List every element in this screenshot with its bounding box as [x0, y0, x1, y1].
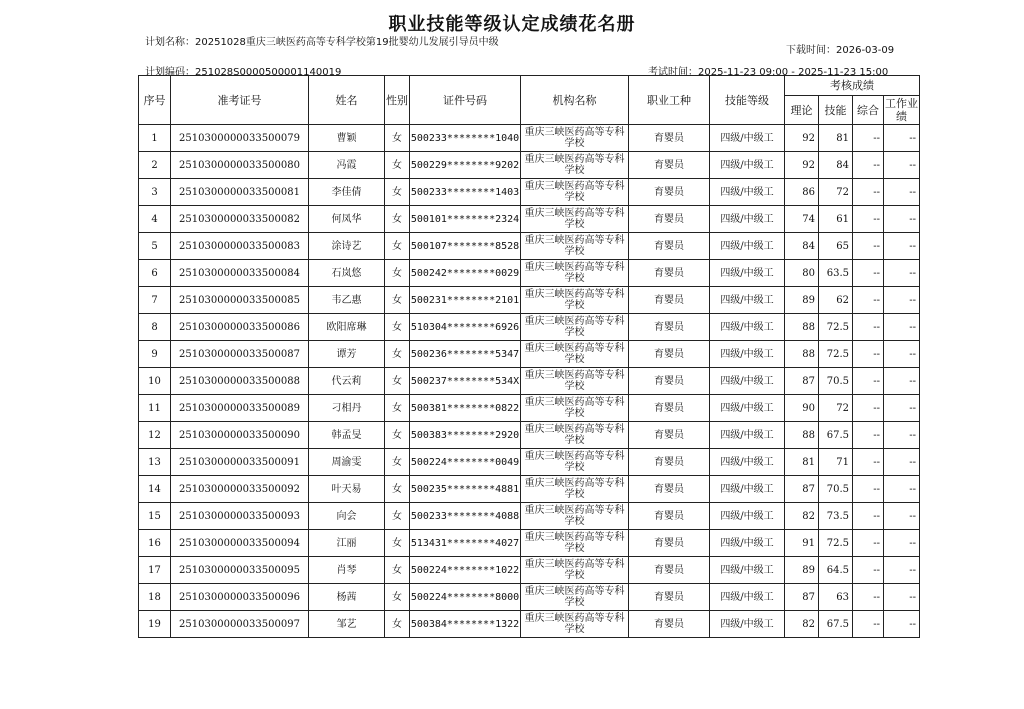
- cell-seq: 18: [139, 584, 171, 611]
- cell-skill: 72.5: [819, 314, 853, 341]
- cell-level: 四级/中级工: [710, 368, 785, 395]
- cell-comprehensive: --: [853, 584, 884, 611]
- plan-name: 计划名称：20251028重庆三峡医药高等专科学校第19批婴幼儿发展引导员中级: [145, 37, 499, 48]
- cell-occupation: 育婴员: [629, 179, 710, 206]
- cell-seq: 4: [139, 206, 171, 233]
- cell-gender: 女: [385, 395, 410, 422]
- table-row: [139, 152, 920, 179]
- cell-theory: 87: [785, 368, 819, 395]
- cell-comprehensive: --: [853, 368, 884, 395]
- cell-gender: 女: [385, 449, 410, 476]
- cell-ticket: 2510300000033500087: [171, 341, 309, 368]
- cell-seq: 1: [139, 125, 171, 152]
- cell-level: 四级/中级工: [710, 152, 785, 179]
- cell-skill: 84: [819, 152, 853, 179]
- cell-cert: 500224********0049: [410, 449, 521, 476]
- cell-name: 谭芳: [309, 341, 385, 368]
- cell-cert: 500233********1403: [410, 179, 521, 206]
- cell-skill: 70.5: [819, 368, 853, 395]
- cell-org: 重庆三峡医药高等专科学校: [521, 341, 629, 368]
- cell-work: --: [884, 395, 920, 422]
- cell-skill: 65: [819, 233, 853, 260]
- cell-ticket: 2510300000033500083: [171, 233, 309, 260]
- cell-comprehensive: --: [853, 287, 884, 314]
- cell-work: --: [884, 368, 920, 395]
- table-row: [139, 233, 920, 260]
- cell-gender: 女: [385, 206, 410, 233]
- header-gender: 性别: [385, 76, 410, 125]
- cell-name: 冯霞: [309, 152, 385, 179]
- cell-theory: 88: [785, 341, 819, 368]
- cell-cert: 500381********0822: [410, 395, 521, 422]
- header-work: 工作业绩: [885, 97, 918, 123]
- cell-ticket: 2510300000033500095: [171, 557, 309, 584]
- header-org: 机构名称: [521, 76, 629, 125]
- cell-name: 代云莉: [309, 368, 385, 395]
- cell-name: 李佳倩: [309, 179, 385, 206]
- cell-ticket: 2510300000033500089: [171, 395, 309, 422]
- cell-cert: 500233********4088: [410, 503, 521, 530]
- cell-occupation: 育婴员: [629, 422, 710, 449]
- cell-comprehensive: --: [853, 503, 884, 530]
- header-occupation: 职业工种: [629, 76, 710, 125]
- cell-org: 重庆三峡医药高等专科学校: [521, 476, 629, 503]
- cell-ticket: 2510300000033500096: [171, 584, 309, 611]
- cell-theory: 87: [785, 476, 819, 503]
- cell-work: --: [884, 206, 920, 233]
- cell-ticket: 2510300000033500086: [171, 314, 309, 341]
- cell-org: 重庆三峡医药高等专科学校: [521, 395, 629, 422]
- cell-comprehensive: --: [853, 314, 884, 341]
- cell-level: 四级/中级工: [710, 395, 785, 422]
- cell-gender: 女: [385, 557, 410, 584]
- cell-gender: 女: [385, 125, 410, 152]
- cell-gender: 女: [385, 260, 410, 287]
- cell-name: 韦乙惠: [309, 287, 385, 314]
- cell-skill: 72: [819, 179, 853, 206]
- cell-occupation: 育婴员: [629, 206, 710, 233]
- table-row: [139, 287, 920, 314]
- cell-occupation: 育婴员: [629, 503, 710, 530]
- cell-seq: 11: [139, 395, 171, 422]
- cell-level: 四级/中级工: [710, 422, 785, 449]
- cell-skill: 67.5: [819, 422, 853, 449]
- cell-org: 重庆三峡医药高等专科学校: [521, 179, 629, 206]
- cell-skill: 63.5: [819, 260, 853, 287]
- cell-name: 石岚悠: [309, 260, 385, 287]
- cell-level: 四级/中级工: [710, 530, 785, 557]
- cell-comprehensive: --: [853, 125, 884, 152]
- table-row: [139, 611, 920, 638]
- cell-name: 杨茜: [309, 584, 385, 611]
- cell-seq: 3: [139, 179, 171, 206]
- cell-gender: 女: [385, 476, 410, 503]
- plan-code: 计划编码：251028S0000500001140019: [145, 67, 342, 78]
- cell-work: --: [884, 233, 920, 260]
- cell-occupation: 育婴员: [629, 476, 710, 503]
- cell-skill: 62: [819, 287, 853, 314]
- cell-skill: 70.5: [819, 476, 853, 503]
- cell-seq: 19: [139, 611, 171, 638]
- header-cert: 证件号码: [410, 76, 521, 125]
- cell-occupation: 育婴员: [629, 449, 710, 476]
- table-row: [139, 503, 920, 530]
- cell-name: 周渝雯: [309, 449, 385, 476]
- cell-theory: 74: [785, 206, 819, 233]
- exam-time: 考试时间：2025-11-23 09:00 - 2025-11-23 15:00: [648, 67, 889, 78]
- cell-theory: 88: [785, 314, 819, 341]
- cell-cert: 500224********1022: [410, 557, 521, 584]
- cell-cert: 500237********534X: [410, 368, 521, 395]
- table-row: [139, 260, 920, 287]
- cell-comprehensive: --: [853, 341, 884, 368]
- cell-comprehensive: --: [853, 476, 884, 503]
- cell-comprehensive: --: [853, 611, 884, 638]
- cell-skill: 72.5: [819, 341, 853, 368]
- cell-theory: 87: [785, 584, 819, 611]
- cell-occupation: 育婴员: [629, 341, 710, 368]
- cell-cert: 500101********2324: [410, 206, 521, 233]
- cell-level: 四级/中级工: [710, 125, 785, 152]
- header-scores-group: 考核成绩: [785, 76, 920, 96]
- cell-comprehensive: --: [853, 557, 884, 584]
- cell-cert: 500233********1040: [410, 125, 521, 152]
- cell-level: 四级/中级工: [710, 476, 785, 503]
- cell-gender: 女: [385, 530, 410, 557]
- cell-org: 重庆三峡医药高等专科学校: [521, 449, 629, 476]
- cell-ticket: 2510300000033500094: [171, 530, 309, 557]
- cell-theory: 89: [785, 557, 819, 584]
- table-row: [139, 476, 920, 503]
- cell-seq: 14: [139, 476, 171, 503]
- cell-level: 四级/中级工: [710, 179, 785, 206]
- cell-work: --: [884, 449, 920, 476]
- cell-level: 四级/中级工: [710, 611, 785, 638]
- cell-ticket: 2510300000033500080: [171, 152, 309, 179]
- cell-skill: 81: [819, 125, 853, 152]
- cell-theory: 89: [785, 287, 819, 314]
- cell-seq: 9: [139, 341, 171, 368]
- cell-seq: 2: [139, 152, 171, 179]
- cell-level: 四级/中级工: [710, 233, 785, 260]
- cell-level: 四级/中级工: [710, 449, 785, 476]
- cell-work: --: [884, 152, 920, 179]
- cell-ticket: 2510300000033500090: [171, 422, 309, 449]
- cell-skill: 67.5: [819, 611, 853, 638]
- cell-theory: 82: [785, 503, 819, 530]
- cell-cert: 500383********2920: [410, 422, 521, 449]
- cell-work: --: [884, 584, 920, 611]
- table-row: [139, 368, 920, 395]
- cell-skill: 71: [819, 449, 853, 476]
- cell-comprehensive: --: [853, 233, 884, 260]
- cell-work: --: [884, 530, 920, 557]
- cell-gender: 女: [385, 422, 410, 449]
- table-row: [139, 179, 920, 206]
- cell-seq: 6: [139, 260, 171, 287]
- cell-org: 重庆三峡医药高等专科学校: [521, 152, 629, 179]
- cell-gender: 女: [385, 152, 410, 179]
- header-seq: 序号: [139, 76, 171, 125]
- cell-cert: 500229********9202: [410, 152, 521, 179]
- download-time: 下载时间：2026-03-09: [786, 45, 895, 56]
- cell-cert: 510304********6926: [410, 314, 521, 341]
- cell-ticket: 2510300000033500093: [171, 503, 309, 530]
- header-skill: 技能: [819, 96, 853, 125]
- cell-occupation: 育婴员: [629, 557, 710, 584]
- cell-ticket: 2510300000033500079: [171, 125, 309, 152]
- cell-cert: 513431********4027: [410, 530, 521, 557]
- cell-name: 韩孟旻: [309, 422, 385, 449]
- cell-name: 江丽: [309, 530, 385, 557]
- cell-ticket: 2510300000033500088: [171, 368, 309, 395]
- cell-level: 四级/中级工: [710, 503, 785, 530]
- cell-theory: 84: [785, 233, 819, 260]
- score-roster-table: [138, 75, 920, 638]
- cell-theory: 82: [785, 611, 819, 638]
- cell-ticket: 2510300000033500091: [171, 449, 309, 476]
- cell-cert: 500107********8528: [410, 233, 521, 260]
- cell-seq: 5: [139, 233, 171, 260]
- table-row: [139, 125, 920, 152]
- cell-name: 刁相丹: [309, 395, 385, 422]
- cell-org: 重庆三峡医药高等专科学校: [521, 584, 629, 611]
- cell-comprehensive: --: [853, 179, 884, 206]
- table-row: [139, 530, 920, 557]
- cell-skill: 63: [819, 584, 853, 611]
- cell-occupation: 育婴员: [629, 395, 710, 422]
- cell-work: --: [884, 260, 920, 287]
- cell-theory: 88: [785, 422, 819, 449]
- cell-occupation: 育婴员: [629, 530, 710, 557]
- cell-ticket: 2510300000033500082: [171, 206, 309, 233]
- cell-occupation: 育婴员: [629, 611, 710, 638]
- table-row: [139, 314, 920, 341]
- cell-gender: 女: [385, 503, 410, 530]
- cell-cert: 500384********1322: [410, 611, 521, 638]
- cell-org: 重庆三峡医药高等专科学校: [521, 125, 629, 152]
- cell-work: --: [884, 611, 920, 638]
- cell-seq: 10: [139, 368, 171, 395]
- cell-theory: 81: [785, 449, 819, 476]
- header-level: 技能等级: [710, 76, 785, 125]
- cell-level: 四级/中级工: [710, 557, 785, 584]
- table-row: [139, 341, 920, 368]
- cell-work: --: [884, 179, 920, 206]
- cell-gender: 女: [385, 584, 410, 611]
- cell-cert: 500231********2101: [410, 287, 521, 314]
- cell-seq: 13: [139, 449, 171, 476]
- header-ticket: 准考证号: [171, 76, 309, 125]
- cell-skill: 72: [819, 395, 853, 422]
- cell-occupation: 育婴员: [629, 314, 710, 341]
- cell-theory: 92: [785, 152, 819, 179]
- cell-gender: 女: [385, 368, 410, 395]
- cell-name: 曹颖: [309, 125, 385, 152]
- cell-seq: 15: [139, 503, 171, 530]
- cell-org: 重庆三峡医药高等专科学校: [521, 611, 629, 638]
- cell-gender: 女: [385, 611, 410, 638]
- cell-org: 重庆三峡医药高等专科学校: [521, 206, 629, 233]
- page-title: 职业技能等级认定成绩花名册: [388, 14, 636, 35]
- cell-name: 欧阳席琳: [309, 314, 385, 341]
- cell-occupation: 育婴员: [629, 368, 710, 395]
- cell-name: 向会: [309, 503, 385, 530]
- cell-theory: 90: [785, 395, 819, 422]
- cell-name: 涂诗艺: [309, 233, 385, 260]
- cell-cert: 500236********5347: [410, 341, 521, 368]
- cell-cert: 500242********0029: [410, 260, 521, 287]
- cell-occupation: 育婴员: [629, 233, 710, 260]
- cell-work: --: [884, 125, 920, 152]
- cell-gender: 女: [385, 314, 410, 341]
- cell-org: 重庆三峡医药高等专科学校: [521, 260, 629, 287]
- cell-name: 何凤华: [309, 206, 385, 233]
- cell-occupation: 育婴员: [629, 125, 710, 152]
- cell-gender: 女: [385, 233, 410, 260]
- header-comprehensive: 综合: [853, 96, 884, 125]
- cell-cert: 500224********8000: [410, 584, 521, 611]
- cell-seq: 8: [139, 314, 171, 341]
- cell-work: --: [884, 557, 920, 584]
- cell-gender: 女: [385, 287, 410, 314]
- cell-ticket: 2510300000033500097: [171, 611, 309, 638]
- cell-skill: 64.5: [819, 557, 853, 584]
- cell-level: 四级/中级工: [710, 341, 785, 368]
- table-row: [139, 206, 920, 233]
- cell-work: --: [884, 314, 920, 341]
- cell-occupation: 育婴员: [629, 287, 710, 314]
- cell-theory: 80: [785, 260, 819, 287]
- cell-comprehensive: --: [853, 206, 884, 233]
- cell-org: 重庆三峡医药高等专科学校: [521, 314, 629, 341]
- cell-level: 四级/中级工: [710, 260, 785, 287]
- cell-level: 四级/中级工: [710, 584, 785, 611]
- cell-work: --: [884, 503, 920, 530]
- cell-name: 肖琴: [309, 557, 385, 584]
- cell-name: 邹艺: [309, 611, 385, 638]
- cell-comprehensive: --: [853, 260, 884, 287]
- table-row: [139, 422, 920, 449]
- header-theory: 理论: [785, 96, 819, 125]
- header-name: 姓名: [309, 76, 385, 125]
- cell-org: 重庆三峡医药高等专科学校: [521, 422, 629, 449]
- cell-work: --: [884, 287, 920, 314]
- cell-comprehensive: --: [853, 422, 884, 449]
- cell-seq: 7: [139, 287, 171, 314]
- cell-comprehensive: --: [853, 152, 884, 179]
- cell-skill: 73.5: [819, 503, 853, 530]
- cell-level: 四级/中级工: [710, 287, 785, 314]
- cell-skill: 61: [819, 206, 853, 233]
- cell-gender: 女: [385, 341, 410, 368]
- table-row: [139, 449, 920, 476]
- cell-level: 四级/中级工: [710, 206, 785, 233]
- cell-occupation: 育婴员: [629, 584, 710, 611]
- cell-cert: 500235********4881: [410, 476, 521, 503]
- cell-org: 重庆三峡医药高等专科学校: [521, 530, 629, 557]
- cell-occupation: 育婴员: [629, 260, 710, 287]
- cell-work: --: [884, 422, 920, 449]
- cell-org: 重庆三峡医药高等专科学校: [521, 557, 629, 584]
- cell-org: 重庆三峡医药高等专科学校: [521, 287, 629, 314]
- cell-work: --: [884, 341, 920, 368]
- cell-ticket: 2510300000033500092: [171, 476, 309, 503]
- cell-ticket: 2510300000033500084: [171, 260, 309, 287]
- cell-level: 四级/中级工: [710, 314, 785, 341]
- cell-name: 叶天易: [309, 476, 385, 503]
- cell-comprehensive: --: [853, 395, 884, 422]
- cell-ticket: 2510300000033500085: [171, 287, 309, 314]
- table-row: [139, 584, 920, 611]
- cell-occupation: 育婴员: [629, 152, 710, 179]
- cell-theory: 91: [785, 530, 819, 557]
- cell-work: --: [884, 476, 920, 503]
- cell-comprehensive: --: [853, 449, 884, 476]
- cell-gender: 女: [385, 179, 410, 206]
- cell-ticket: 2510300000033500081: [171, 179, 309, 206]
- cell-org: 重庆三峡医药高等专科学校: [521, 233, 629, 260]
- cell-theory: 86: [785, 179, 819, 206]
- table-row: [139, 557, 920, 584]
- cell-seq: 12: [139, 422, 171, 449]
- cell-comprehensive: --: [853, 530, 884, 557]
- cell-seq: 17: [139, 557, 171, 584]
- table-row: [139, 395, 920, 422]
- cell-skill: 72.5: [819, 530, 853, 557]
- cell-org: 重庆三峡医药高等专科学校: [521, 503, 629, 530]
- cell-theory: 92: [785, 125, 819, 152]
- cell-org: 重庆三峡医药高等专科学校: [521, 368, 629, 395]
- cell-seq: 16: [139, 530, 171, 557]
